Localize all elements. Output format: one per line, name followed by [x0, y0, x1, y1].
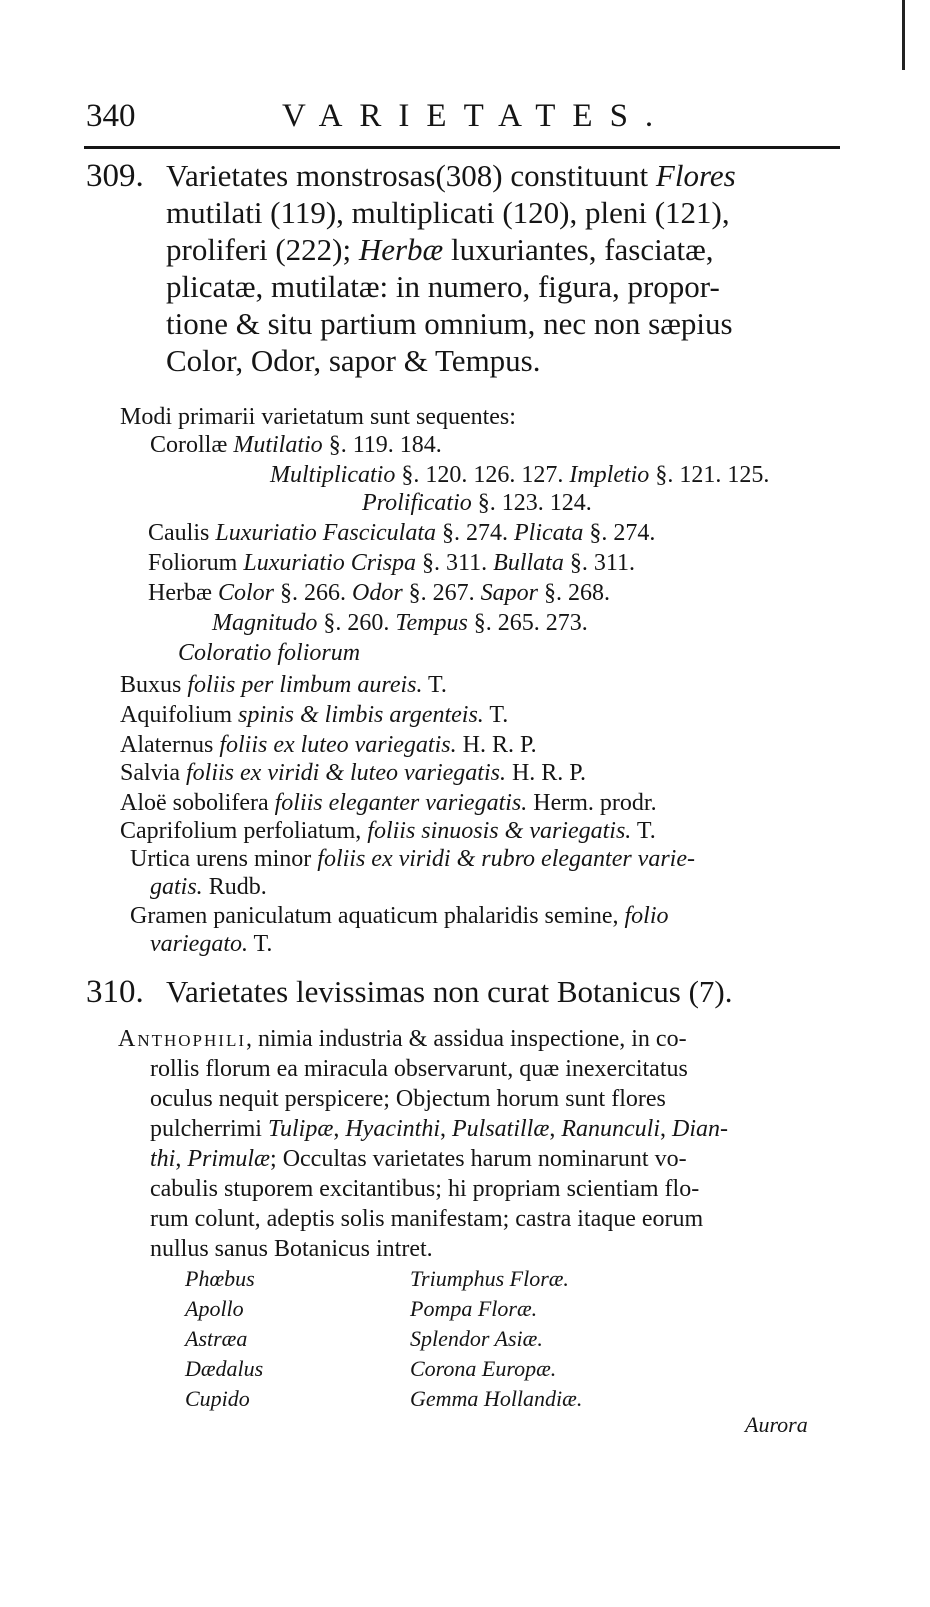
italic-run: Hyacinthi — [345, 1116, 440, 1142]
italic-run: Luxuriatio Crispa — [243, 550, 417, 576]
text-run: rum colunt, adeptis solis manifestam; castra itaque eorum — [150, 1206, 704, 1232]
text-run: oculus nequit perspicere; Objectum horum sunt flores — [150, 1086, 666, 1112]
italic-run: thi — [150, 1146, 176, 1172]
italic-run: Magnitudo — [212, 610, 318, 636]
text-run: §. 119. 184. — [322, 432, 442, 458]
running-title: VARIETATES. — [282, 98, 671, 134]
text-run: Varietates monstrosas(308) constituunt — [166, 158, 656, 193]
text-run: Herm. prodr. — [527, 790, 657, 816]
modi-line — [150, 432, 442, 459]
modi-line — [120, 702, 508, 729]
italic-run: Impletio — [569, 462, 650, 488]
text-run: Buxus — [120, 672, 188, 698]
name-left: Cupido — [185, 1386, 250, 1411]
modi-line — [120, 760, 586, 787]
italic-run: Color — [217, 580, 274, 606]
modi-line — [148, 550, 635, 577]
name-left: Dædalus — [185, 1356, 264, 1381]
modi-line — [148, 580, 610, 607]
name-right: Splendor Asiæ. — [410, 1326, 543, 1351]
text-run: §. 266. — [274, 580, 352, 606]
text-run: rollis florum ea miracula observarunt, quæ inexercitatus — [150, 1056, 688, 1082]
modi-line — [362, 490, 592, 517]
italic-run: Prolificatio — [362, 490, 472, 516]
text-run: §. 123. 124. — [471, 490, 592, 516]
name-right: Corona Europæ. — [410, 1356, 557, 1381]
section-number: 309. — [86, 158, 144, 194]
modi-line — [270, 462, 769, 489]
name-left: Phœbus — [185, 1266, 255, 1291]
name-left: Apollo — [185, 1296, 244, 1321]
italic-run: Plicata — [514, 520, 584, 546]
section-heading: Varietates levissimas non curat Botanicus (7). — [166, 974, 733, 1009]
modi-line — [120, 732, 537, 759]
name-right: Pompa Floræ. — [410, 1296, 538, 1321]
italic-run: foliis ex viridi & luteo variegatis. — [186, 760, 506, 786]
italic-run: Herbæ — [358, 232, 444, 267]
text-run: cabulis stuporem excitantibus; hi propriam scientiam flo- — [150, 1176, 700, 1202]
text-run: Foliorum — [148, 550, 244, 576]
text-run: Rudb. — [202, 874, 267, 900]
section-310-line — [150, 1086, 666, 1113]
italic-run: Tempus — [395, 610, 468, 636]
modi-line — [150, 931, 272, 958]
text-run: H. R. P. — [456, 732, 537, 758]
section-310-line — [150, 1056, 688, 1083]
text-run: , — [175, 1146, 188, 1172]
text-run: , — [439, 1116, 452, 1142]
page-header — [86, 98, 846, 146]
section-310-line — [150, 1236, 433, 1263]
italic-run: foliis sinuosis & variegatis. — [367, 818, 632, 844]
paragraph-line — [166, 195, 730, 231]
section-310-line — [150, 1146, 687, 1173]
text-run: §. 265. 273. — [467, 610, 588, 636]
modi-line — [120, 818, 656, 845]
text-run: §. 274. — [583, 520, 656, 546]
italic-run: Pulsatillæ — [451, 1116, 550, 1142]
paragraph-line — [166, 343, 541, 379]
name-right: Triumphus Floræ. — [410, 1266, 569, 1291]
text-run: §. 120. 126. 127. — [395, 462, 570, 488]
text-run: Caprifolium perfoliatum, — [120, 818, 368, 844]
text-run: Modi primarii varietatum sunt sequentes: — [120, 404, 516, 430]
italic-run: Primulæ — [187, 1146, 271, 1172]
section-310-line — [150, 1206, 703, 1233]
modi-line — [130, 846, 695, 873]
header-rule — [84, 146, 840, 149]
text-run: ; Occultas varietates harum nominarunt vo- — [270, 1146, 687, 1172]
italic-run: foliis eleganter variegatis. — [274, 790, 528, 816]
text-run: Alaternus — [120, 732, 220, 758]
name-right: Gemma Hollandiæ. — [410, 1386, 583, 1411]
section-number: 310. — [86, 974, 144, 1010]
text-run: Color, Odor, sapor & Tempus. — [166, 343, 541, 378]
paragraph-line — [166, 158, 736, 194]
text-run: Herbæ — [148, 580, 218, 606]
modi-line — [130, 903, 669, 930]
page-number: 340 — [86, 98, 136, 134]
text-run: Aloë sobolifera — [120, 790, 275, 816]
text-run: mutilati (119), multiplicati (120), pleni (121), — [166, 195, 730, 230]
text-run: §. 260. — [317, 610, 396, 636]
text-run: Caulis — [148, 520, 216, 546]
italic-run: gatis. — [150, 874, 203, 900]
italic-run: foliis per limbum aureis. — [187, 672, 423, 698]
text-run: §. 121. 125. — [649, 462, 770, 488]
paragraph-line — [166, 269, 720, 305]
text-run: nullus sanus Botanicus intret. — [150, 1236, 433, 1262]
italic-run: Flores — [655, 158, 736, 193]
text-run: §. 274. — [436, 520, 514, 546]
italic-run: Mutilatio — [233, 432, 323, 458]
text-run: luxuriantes, fasciatæ, — [443, 232, 714, 267]
name-left: Astræa — [185, 1326, 248, 1351]
italic-run: Bullata — [493, 550, 564, 576]
modi-line — [150, 874, 267, 901]
text-run: pulcherrimi — [150, 1116, 268, 1142]
paragraph-line — [166, 232, 714, 268]
italic-run: variegato. — [150, 931, 248, 957]
text-run: T. — [483, 702, 509, 728]
text-run: Corollæ — [150, 432, 234, 458]
text-run: proliferi (222); — [166, 232, 359, 267]
text-run: , — [660, 1116, 672, 1142]
italic-run: Odor — [352, 580, 403, 606]
modi-line — [120, 404, 516, 431]
text-run: T. — [422, 672, 447, 698]
text-run: Urtica urens minor — [130, 846, 318, 872]
italic-run: Dian- — [672, 1116, 728, 1142]
modi-line — [148, 520, 655, 547]
italic-run: foliis ex viridi & rubro eleganter varie- — [317, 846, 695, 872]
italic-run: Ranunculi — [561, 1116, 660, 1142]
text-run: Aquifolium — [120, 702, 238, 728]
text-run: §. 311. — [416, 550, 494, 576]
text-run: T. — [631, 818, 656, 844]
text-run: Salvia — [120, 760, 186, 786]
text-run: T. — [247, 931, 273, 957]
text-run: , — [333, 1116, 346, 1142]
italic-run: folio — [624, 903, 669, 929]
text-run: §. 267. — [402, 580, 481, 606]
text-run: §. 311. — [563, 550, 635, 576]
italic-run: spinis & limbis argenteis. — [238, 702, 484, 728]
italic-run: Tulipæ — [267, 1116, 334, 1142]
text-run: H. R. P. — [505, 760, 586, 786]
text-run: Gramen paniculatum aquaticum phalaridis semine, — [130, 903, 625, 929]
section-310-line — [150, 1116, 728, 1143]
catchword: Aurora — [745, 1412, 808, 1437]
italic-run: Coloratio foliorum — [178, 640, 361, 666]
section-310-line — [150, 1176, 699, 1203]
text-run: plicatæ, mutilatæ: in numero, figura, propor- — [166, 269, 720, 304]
italic-run: Sapor — [480, 580, 539, 606]
modi-line — [120, 790, 657, 817]
italic-run: Multiplicatio — [270, 462, 396, 488]
modi-line — [120, 672, 447, 699]
smallcaps-run: Anthophili — [118, 1026, 246, 1052]
paragraph-line — [166, 306, 733, 342]
text-run: §. 268. — [538, 580, 611, 606]
italic-run: foliis ex luteo variegatis. — [219, 732, 457, 758]
page-edge-line — [902, 0, 905, 70]
section-310-line — [118, 1026, 687, 1053]
modi-line — [178, 640, 360, 667]
text-run: , — [549, 1116, 562, 1142]
text-run: tione & situ partium omnium, nec non sæpius — [166, 306, 733, 341]
text-run: , nimia industria & assidua inspectione, in co- — [246, 1026, 687, 1052]
italic-run: Luxuriatio Fasciculata — [215, 520, 436, 546]
modi-line — [212, 610, 588, 637]
